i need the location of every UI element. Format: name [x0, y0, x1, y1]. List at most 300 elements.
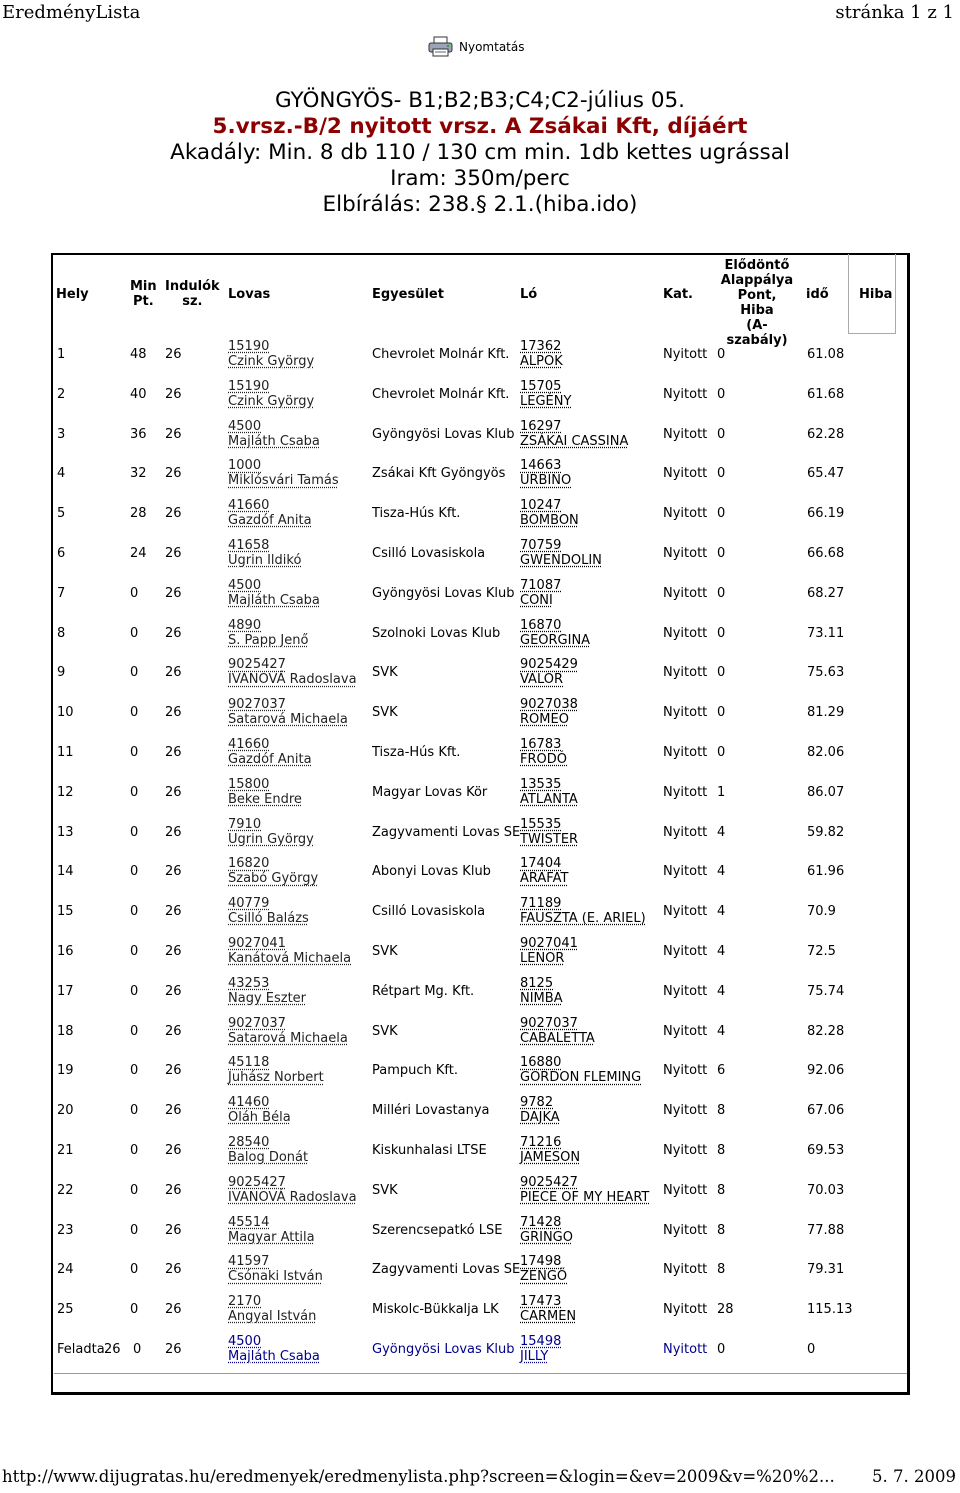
table-row — [0, 972, 960, 1012]
horse-name: CONI — [520, 592, 553, 608]
horse-id: 14663 — [520, 458, 562, 474]
col-hely: Hely — [56, 287, 89, 302]
horse-link[interactable] — [520, 1016, 595, 1046]
horse-id: 17498 — [520, 1254, 562, 1270]
cell-min-pt: 0 — [130, 1103, 139, 1119]
cell-category: Nyitott — [663, 625, 708, 641]
horse-id: 15498 — [520, 1334, 562, 1349]
cell-time: 70.9 — [807, 904, 836, 920]
col-kat: Kat. — [663, 287, 693, 302]
rider-id: 43253 — [228, 975, 270, 991]
event-titles — [0, 88, 960, 218]
cell-club: Kiskunhalasi LTSE — [372, 1143, 487, 1158]
cell-points: 0 — [717, 705, 726, 721]
col-lo: Ló — [520, 287, 538, 302]
horse-id: 9027038 — [520, 697, 578, 713]
horse-id: 71087 — [520, 577, 562, 593]
cell-indulok: 26 — [165, 1063, 182, 1079]
table-row — [0, 1051, 960, 1091]
cell-points: 0 — [717, 585, 726, 601]
table-row — [0, 932, 960, 972]
rider-link[interactable] — [228, 1294, 316, 1324]
cell-indulok: 26 — [165, 1103, 182, 1119]
rider-id: 4500 — [228, 1334, 262, 1349]
cell-club: Gyöngyösi Lovas Klub — [372, 585, 515, 601]
horse-link[interactable] — [520, 697, 578, 727]
rider-name: IVANOVÁ Radoslava — [228, 1189, 357, 1205]
cell-category: Nyitott — [663, 1063, 708, 1079]
horse-link[interactable] — [520, 817, 578, 847]
rider-id: 9027041 — [228, 936, 286, 951]
cell-hely: 22 — [57, 1182, 74, 1198]
horse-id: 9027037 — [520, 1015, 578, 1031]
rider-id: 41658 — [228, 538, 270, 553]
cell-points: 4 — [717, 864, 726, 880]
horse-name: PIECE OF MY HEART — [520, 1189, 650, 1205]
rider-name: Miklósvári Tamás — [228, 473, 339, 489]
horse-link[interactable] — [520, 1095, 560, 1125]
horse-id: 9027041 — [520, 936, 578, 951]
cell-hely: 8 — [57, 625, 66, 641]
rider-link[interactable] — [228, 419, 320, 449]
rider-link[interactable] — [228, 1215, 315, 1245]
cell-points: 1 — [717, 784, 726, 800]
horse-name: NIMBA — [520, 990, 563, 1006]
cell-time: 86.07 — [807, 784, 845, 800]
cell-club: Miskolc-Bükkalja LK — [372, 1302, 499, 1318]
cell-indulok: 26 — [165, 1342, 182, 1357]
cell-time: 75.74 — [807, 983, 845, 999]
table-row — [0, 693, 960, 733]
cell-time: 68.27 — [807, 585, 845, 601]
rider-id: 4500 — [228, 577, 262, 593]
horse-link[interactable] — [520, 1175, 649, 1205]
table-row — [0, 852, 960, 892]
rider-link[interactable] — [228, 817, 314, 847]
speed-info: Iram: 350m/perc — [390, 166, 570, 191]
browser-page-title: EredményLista — [2, 2, 141, 23]
cell-club: Csilló Lovasiskola — [372, 546, 486, 561]
table-row — [0, 1171, 960, 1211]
rider-name: Juhász Norbert — [228, 1070, 324, 1086]
cell-indulok: 26 — [165, 426, 182, 442]
cell-points: 8 — [717, 1143, 726, 1158]
col-elodonto: Elődöntő Alappálya Pont, Hiba (A-szabály) — [720, 258, 794, 348]
rider-name: Czink György — [228, 393, 315, 409]
cell-category: Nyitott — [663, 745, 708, 760]
cell-club: Milléri Lovastanya — [372, 1103, 490, 1119]
rider-name: Czink György — [228, 354, 315, 369]
cell-min-pt: 0 — [130, 904, 139, 920]
rider-link[interactable] — [228, 896, 309, 926]
footer-url: http://www.dijugratas.hu/eredmenyek/eredmenylista.php?screen=&login=&ev=2009&v=%20%2... — [2, 1467, 835, 1486]
cell-points: 8 — [717, 1262, 726, 1278]
col-hiba: Hiba — [859, 287, 893, 302]
cell-min-pt: 0 — [130, 665, 139, 681]
cell-min-pt: 0 — [130, 864, 139, 880]
rider-link[interactable] — [228, 936, 351, 966]
cell-category: Nyitott — [663, 1302, 708, 1318]
cell-hely: 6 — [57, 546, 66, 561]
horse-name: FRODÓ — [520, 752, 567, 767]
cell-category: Nyitott — [663, 386, 708, 402]
cell-category: Nyitott — [663, 705, 708, 721]
rider-name: Gazdóf Anita — [228, 752, 312, 767]
cell-category: Nyitott — [663, 1023, 708, 1039]
cell-min-pt: 0 — [130, 1182, 139, 1198]
rider-id: 41460 — [228, 1095, 270, 1111]
cell-indulok: 26 — [165, 665, 182, 681]
horse-link[interactable] — [520, 976, 563, 1006]
cell-time: 0 — [807, 1342, 816, 1357]
rider-name: Satarová Michaela — [228, 712, 348, 728]
horse-id: 16870 — [520, 617, 562, 633]
cell-category: Nyitott — [663, 1103, 708, 1119]
cell-category: Nyitott — [663, 347, 708, 362]
cell-category: Nyitott — [663, 864, 708, 880]
cell-hely: 13 — [57, 824, 74, 840]
horse-name: GWENDOLIN — [520, 553, 602, 568]
cell-hely: 25 — [57, 1302, 74, 1318]
rider-id: 2170 — [228, 1294, 262, 1310]
rider-id: 45514 — [228, 1214, 270, 1230]
cell-indulok: 26 — [165, 625, 182, 641]
cell-min-pt: 48 — [130, 347, 147, 362]
cell-time: 70.03 — [807, 1182, 845, 1198]
event-title: GYÖNGYÖS- B1;B2;B3;C4;C2-július 05. — [274, 88, 686, 113]
horse-link[interactable] — [520, 1055, 641, 1085]
rider-name: Ugrin Ildikó — [228, 553, 302, 568]
horse-name: GRINGO — [520, 1229, 573, 1245]
cell-hely: 24 — [57, 1262, 74, 1278]
horse-link[interactable] — [520, 578, 561, 608]
table-row — [0, 813, 960, 853]
cell-club: Abonyi Lovas Klub — [372, 864, 491, 880]
cell-points: 0 — [717, 466, 726, 482]
cell-indulok: 26 — [165, 705, 182, 721]
cell-time: 77.88 — [807, 1222, 845, 1238]
rider-link[interactable] — [228, 856, 318, 886]
footer-date: 5. 7. 2009 — [872, 1467, 956, 1486]
cell-club: Szolnoki Lovas Klub — [372, 625, 501, 641]
horse-link[interactable] — [520, 1254, 567, 1284]
horse-id: 9025427 — [520, 1174, 578, 1190]
horse-name: BOMBON — [520, 513, 579, 529]
cell-indulok: 26 — [165, 506, 182, 522]
cell-points: 4 — [717, 944, 726, 959]
rider-link[interactable] — [228, 1254, 323, 1284]
horse-link[interactable] — [520, 379, 571, 409]
horse-link[interactable] — [520, 618, 590, 648]
rider-id: 16820 — [228, 856, 270, 872]
table-row — [0, 1290, 960, 1330]
cell-hely: 19 — [57, 1063, 74, 1079]
horse-link[interactable] — [520, 936, 578, 966]
cell-hely: 15 — [57, 904, 74, 920]
cell-time: 82.28 — [807, 1023, 845, 1039]
cell-indulok: 26 — [165, 904, 182, 920]
rider-name: Angyal István — [228, 1309, 317, 1325]
cell-time: 61.08 — [807, 347, 845, 362]
cell-indulok: 26 — [165, 1262, 182, 1278]
page-counter: stránka 1 z 1 — [835, 2, 954, 23]
horse-link[interactable] — [520, 737, 567, 767]
cell-points: 0 — [717, 625, 726, 641]
rider-link[interactable] — [228, 578, 320, 608]
cell-indulok: 26 — [165, 466, 182, 482]
cell-points: 4 — [717, 1023, 726, 1039]
rider-link[interactable] — [228, 339, 314, 369]
rider-id: 9027037 — [228, 697, 286, 713]
cell-min-pt: 0 — [130, 625, 139, 641]
cell-points: 0 — [717, 506, 726, 522]
cell-club: Chevrolet Molnár Kft. — [372, 386, 510, 402]
horse-name: VALOR — [520, 672, 563, 688]
cell-club: Tisza-Hús Kft. — [372, 506, 461, 522]
cell-category: Nyitott — [663, 1143, 708, 1158]
horse-name: ZSÁKAI CASSINA — [520, 433, 629, 449]
rider-link[interactable] — [228, 1055, 324, 1085]
cell-hely: 23 — [57, 1222, 74, 1238]
print-button[interactable] — [427, 36, 524, 58]
horse-link[interactable] — [520, 657, 578, 687]
rider-id: 4890 — [228, 617, 262, 633]
cell-points: 0 — [717, 745, 726, 760]
cell-time: 92.06 — [807, 1063, 845, 1079]
cell-min-pt: 0 — [130, 824, 139, 840]
cell-min-pt: 0 — [130, 983, 139, 999]
cell-min-pt: 36 — [130, 426, 147, 442]
cell-hely: 16 — [57, 944, 74, 959]
rider-name: Majláth Csaba — [228, 433, 320, 449]
cell-indulok: 26 — [165, 944, 182, 959]
cell-points: 4 — [717, 904, 726, 920]
rider-link[interactable] — [228, 1095, 291, 1125]
horse-link[interactable] — [520, 419, 628, 449]
horse-name: CARMEN — [520, 1309, 577, 1325]
horse-name: GEORGINA — [520, 632, 591, 648]
cell-indulok: 26 — [165, 745, 182, 760]
cell-hely: 5 — [57, 506, 66, 522]
horse-link[interactable] — [520, 1294, 576, 1324]
horse-id: 13535 — [520, 776, 562, 792]
cell-hely: 9 — [57, 665, 66, 681]
horse-id: 8125 — [520, 975, 554, 991]
cell-category: Nyitott — [663, 426, 708, 442]
cell-indulok: 26 — [165, 546, 182, 561]
cell-indulok: 26 — [165, 824, 182, 840]
cell-min-pt: 0 — [130, 1143, 139, 1158]
horse-id: 71428 — [520, 1214, 562, 1230]
horse-link[interactable] — [520, 1135, 580, 1165]
horse-link[interactable] — [520, 856, 568, 886]
print-label: Nyomtatás — [459, 40, 525, 54]
table-row — [0, 892, 960, 932]
cell-hely: 2 — [57, 386, 66, 402]
horse-id: 71216 — [520, 1135, 562, 1150]
rider-id: 15190 — [228, 339, 270, 354]
horse-name: ZENGŐ — [520, 1269, 568, 1285]
horse-name: ALPOK — [520, 354, 563, 369]
rider-link[interactable] — [228, 498, 312, 528]
cell-category: Nyitott — [663, 1342, 708, 1357]
cell-min-pt: 40 — [130, 386, 147, 402]
table-row — [0, 1330, 960, 1370]
cell-indulok: 26 — [165, 1143, 182, 1158]
rider-link[interactable] — [228, 777, 302, 807]
horse-name: GORDON FLEMING — [520, 1070, 642, 1086]
rider-link[interactable] — [228, 618, 308, 648]
horse-name: URBINO — [520, 473, 572, 489]
table-row — [0, 1211, 960, 1251]
rider-link[interactable] — [228, 697, 348, 727]
cell-min-pt: 0 — [130, 705, 139, 721]
rider-id: 28540 — [228, 1135, 270, 1150]
cell-club: Chevrolet Molnár Kft. — [372, 347, 510, 362]
cell-club: SVK — [372, 944, 398, 959]
table-row — [0, 534, 960, 574]
horse-link[interactable] — [520, 458, 571, 488]
cell-time: 81.29 — [807, 705, 845, 721]
cell-category: Nyitott — [663, 665, 708, 681]
cell-hely: 3 — [57, 426, 66, 442]
cell-points: 0 — [717, 665, 726, 681]
cell-hely: 4 — [57, 466, 66, 482]
cell-indulok: 26 — [165, 983, 182, 999]
cell-category: Nyitott — [663, 1222, 708, 1238]
rider-name: Magyar Attila — [228, 1229, 315, 1245]
cell-club: SVK — [372, 665, 398, 681]
cell-points: 0 — [717, 386, 726, 402]
col-lovas: Lovas — [228, 287, 271, 302]
horse-link[interactable] — [520, 498, 579, 528]
rider-id: 41660 — [228, 737, 270, 752]
horse-name: TWISTER — [520, 831, 579, 847]
rider-link[interactable] — [228, 458, 339, 488]
cell-category: Nyitott — [663, 585, 708, 601]
horse-link[interactable] — [520, 1334, 561, 1364]
rider-name: S. Papp Jenő — [228, 632, 309, 648]
cell-category: Nyitott — [663, 1182, 708, 1198]
horse-link[interactable] — [520, 777, 578, 807]
cell-time: 82.06 — [807, 745, 845, 760]
rider-id: 45118 — [228, 1055, 270, 1071]
rider-link[interactable] — [228, 976, 306, 1006]
horse-name: LEGÉNY — [520, 393, 572, 409]
cell-time: 67.06 — [807, 1103, 845, 1119]
cell-category: Nyitott — [663, 983, 708, 999]
rider-link[interactable] — [228, 1334, 320, 1364]
horse-link[interactable] — [520, 538, 602, 568]
horse-link[interactable] — [520, 339, 563, 369]
cell-min-pt: 0 — [130, 1063, 139, 1079]
cell-time: 75.63 — [807, 665, 845, 681]
cell-club: Magyar Lovas Kör — [372, 784, 488, 800]
rider-id: 4500 — [228, 418, 262, 434]
cell-category: Nyitott — [663, 904, 708, 920]
cell-points: 8 — [717, 1103, 726, 1119]
cell-hely: 17 — [57, 983, 74, 999]
cell-min-pt: 26 — [104, 1342, 121, 1357]
cell-points: 28 — [717, 1302, 734, 1318]
cell-points: 6 — [717, 1063, 726, 1079]
table-row — [0, 454, 960, 494]
cell-club: Csilló Lovasiskola — [372, 904, 486, 920]
rider-name: Beke Endre — [228, 791, 302, 807]
cell-indulok: 26 — [165, 585, 182, 601]
horse-name: LENOR — [520, 951, 565, 966]
horse-name: ARAFAT — [520, 871, 569, 887]
cell-time: 79.31 — [807, 1262, 845, 1278]
col-min-pt: Min Pt. — [130, 279, 157, 309]
rider-link[interactable] — [228, 737, 312, 767]
rider-link[interactable] — [228, 379, 314, 409]
horse-id: 9782 — [520, 1095, 554, 1111]
cell-points: 8 — [717, 1182, 726, 1198]
cell-hely: 20 — [57, 1103, 74, 1119]
cell-indulok: 26 — [165, 1023, 182, 1039]
cell-time: 62.28 — [807, 426, 845, 442]
rider-name: Satarová Michaela — [228, 1030, 348, 1046]
horse-id: 70759 — [520, 538, 562, 553]
cell-hely: 18 — [57, 1023, 74, 1039]
table-row — [0, 494, 960, 534]
cell-points: 4 — [717, 983, 726, 999]
rider-link[interactable] — [228, 1016, 348, 1046]
rider-link[interactable] — [228, 538, 301, 568]
cell-category: Nyitott — [663, 1262, 708, 1278]
cell-min-pt: 0 — [130, 1222, 139, 1238]
cell-points: 4 — [717, 824, 726, 840]
table-row — [0, 375, 960, 415]
cell-min-pt: 0 — [130, 944, 139, 959]
horse-name: ROMEO — [520, 712, 569, 728]
rider-name: Majláth Csaba — [228, 592, 320, 608]
cell-club: Zagyvamenti Lovas SE — [372, 1262, 521, 1278]
horse-id: 16880 — [520, 1055, 562, 1071]
cell-points: 0 — [717, 426, 726, 442]
cell-club: Gyöngyösi Lovas Klub — [372, 1342, 515, 1357]
rider-name: Balog Donát — [228, 1150, 309, 1165]
cell-indulok: 26 — [165, 784, 182, 800]
horse-id: 71189 — [520, 896, 562, 912]
horse-id: 16783 — [520, 737, 562, 752]
cell-hely: 1 — [57, 347, 66, 362]
judging-info: Elbírálás: 238.§ 2.1.(hiba.ido) — [322, 192, 638, 217]
rider-link[interactable] — [228, 1135, 308, 1165]
cell-time: 61.96 — [807, 864, 845, 880]
cell-hely: 7 — [57, 585, 66, 601]
rider-link[interactable] — [228, 1175, 357, 1205]
rider-name: Ugrin György — [228, 831, 314, 847]
rider-link[interactable] — [228, 657, 357, 687]
cell-points: 0 — [717, 347, 726, 362]
table-row — [0, 415, 960, 455]
cell-category: Nyitott — [663, 546, 708, 561]
horse-id: 15535 — [520, 816, 562, 832]
horse-link[interactable] — [520, 896, 646, 926]
cell-hely: 21 — [57, 1143, 74, 1158]
horse-link[interactable] — [520, 1215, 573, 1245]
horse-id: 9025429 — [520, 657, 578, 673]
cell-category: Nyitott — [663, 824, 708, 840]
table-row — [0, 335, 960, 375]
obstacle-info: Akadály: Min. 8 db 110 / 130 cm min. 1db kettes ugrással — [170, 140, 790, 165]
cell-club: Tisza-Hús Kft. — [372, 745, 461, 760]
col-indulok: Indulók sz. — [165, 279, 220, 309]
rider-id: 15190 — [228, 378, 270, 394]
table-row — [0, 1012, 960, 1052]
